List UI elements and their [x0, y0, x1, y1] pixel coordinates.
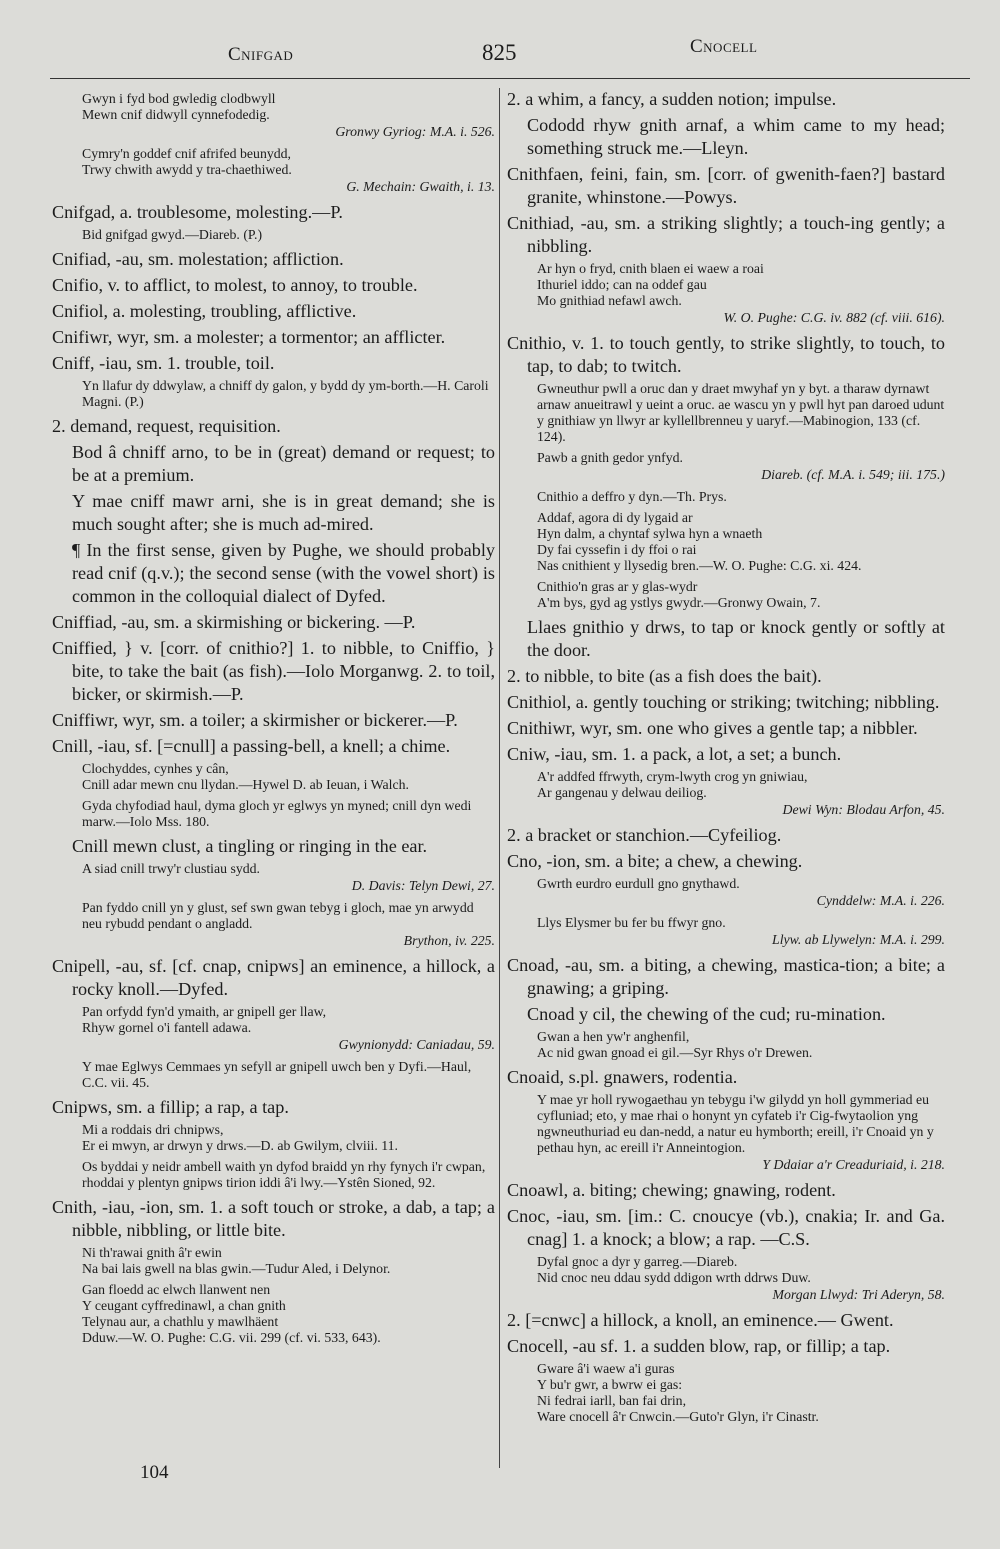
dictionary-src: Dewi Wyn: Blodau Arfon, 45.: [782, 802, 945, 817]
dictionary-entry: Cnifiad, -au, sm. molestation; affliction.: [52, 249, 344, 269]
dictionary-para: 2. to nibble, to bite (as a fish does the bait).: [507, 666, 822, 686]
dictionary-quote: Llys Elysmer bu fer bu ffwyr gno.: [537, 915, 726, 930]
dictionary-entry: Cniffiad, -au, sm. a skirmishing or bickering. —P.: [52, 612, 416, 632]
dictionary-quote: Gwan a hen yw'r anghenfil, Ac nid gwan gnoad ei gil.—Syr Rhys o'r Drewen.: [537, 1029, 813, 1060]
left-column: [52, 88, 495, 1351]
dictionary-entry: Cniffiwr, wyr, sm. a toiler; a skirmisher or bickerer.—P.: [52, 710, 458, 730]
column-divider: [499, 88, 500, 1468]
dictionary-entry: Cniffied, } v. [corr. of cnithio?] 1. to nibble, to Cniffio, } bite, to take the bait (as fish).—Iolo Morganwg. 2. to toil, bicker, or skirmish.—P.: [52, 638, 495, 704]
dictionary-quote: Cnithio a deffro y dyn.—Th. Prys.: [537, 489, 727, 504]
dictionary-quote: Gwrth eurdro eurdull gno gnythawd.: [537, 876, 740, 891]
dictionary-note: ¶ In the first sense, given by Pughe, we should probably read cnif (q.v.); the second sense (with the vowel short) is common in the colloquial dialect of Dyfed.: [72, 540, 495, 606]
dictionary-para: 2. a whim, a fancy, a sudden notion; impulse.: [507, 89, 837, 109]
dictionary-quote: Yn llafur dy ddwylaw, a chniff dy galon, y bydd dy ym-borth.—H. Caroli Magni. (P.): [82, 378, 489, 409]
dictionary-entry: Cnithiad, -au, sm. a striking slightly; a touch-ing gently; a nibbling.: [507, 213, 945, 256]
dictionary-para: 2. [=cnwc] a hillock, a knoll, an eminence.— Gwent.: [507, 1310, 894, 1330]
dictionary-entry: Cnithio, v. 1. to touch gently, to strike slightly, to touch, to tap, to dab; to twitch.: [507, 333, 945, 376]
page-number: 825: [482, 40, 517, 65]
dictionary-entry: Cnill, -iau, sf. [=cnull] a passing-bell, a knell; a chime.: [52, 736, 451, 756]
dictionary-src: G. Mechain: Gwaith, i. 13.: [346, 179, 495, 194]
dictionary-sense: Y mae cniff mawr arni, she is in great demand; she is much sought after; she is much ad-mired.: [72, 491, 495, 534]
dictionary-src: Morgan Llwyd: Tri Aderyn, 58.: [772, 1287, 945, 1302]
dictionary-src: Brython, iv. 225.: [403, 933, 495, 948]
dictionary-sense: Cododd rhyw gnith arnaf, a whim came to my head; something struck me.—Lleyn.: [527, 115, 945, 158]
dictionary-quote: Y mae yr holl rywogaethau yn tebygu i'w gilydd yn holl gymmeriad eu cyfluniad; eto, y mae rhai o honynt yn cyfateb i'r Cig-fwytaolion yng ngwneuthuriad eu dan-nedd, a natur eu hymborth; ereill, i'r Cnoaid yn y pethau hyn, ac ereill i'r Anneintogion.: [537, 1092, 934, 1155]
dictionary-para: 2. demand, request, requisition.: [52, 416, 281, 436]
dictionary-quote: Gwneuthur pwll a oruc dan y draet mwyhaf yn y byt. a tharaw dyrnawt arnaw anueitrawl y ueint a oruc. ae wascu yn y pwll hyt pan daroed udunt y gnithiaw yn llwyr ar kyllellbrenneu y uaryf.—Mabinogion, 133 (cf. 124).: [537, 381, 945, 444]
dictionary-quote: Pan orfydd fyn'd ymaith, ar gnipell ger llaw, Rhyw gornel o'i fantell adawa.: [82, 1004, 327, 1035]
dictionary-entry: Cnith, -iau, -ion, sm. 1. a soft touch or stroke, a dab, a tap; a nibble, nibbling, or little bite.: [52, 1197, 495, 1240]
dictionary-entry: Cniw, -iau, sm. 1. a pack, a lot, a set; a bunch.: [507, 744, 842, 764]
left-running-headword: Cnifgad: [228, 44, 294, 65]
dictionary-src: Gronwy Gyriog: M.A. i. 526.: [335, 124, 495, 139]
dictionary-entry: Cnoc, -iau, sm. [im.: C. cnoucye (vb.), cnakia; Ir. and Ga. cnag] 1. a knock; a blow; a rap. —C.S.: [507, 1206, 945, 1249]
dictionary-quote: Clochyddes, cynhes y cân, Cnill adar mewn cnu llydan.—Hywel D. ab Ieuan, i Walch.: [82, 761, 409, 792]
dictionary-quote: Cymry'n goddef cnif afrifed beunydd, Trwy chwith awydd y tra-chaethiwed.: [82, 146, 292, 177]
right-column: [507, 88, 945, 1430]
dictionary-entry: Cnifio, v. to afflict, to molest, to annoy, to trouble.: [52, 275, 418, 295]
dictionary-entry: Cnoawl, a. biting; chewing; gnawing, rodent.: [507, 1180, 836, 1200]
dictionary-quote: Pawb a gnith gedor ynfyd.: [537, 450, 683, 465]
dictionary-quote: Os byddai y neidr ambell waith yn dyfod braidd yn rhy fynych i'r cwpan, rhoddai y plentyn gnipws tirion iddi â'i lwy.—Ystên Sioned, 92.: [82, 1159, 486, 1190]
dictionary-entry: Cnifiwr, wyr, sm. a molester; a tormentor; an afflicter.: [52, 327, 446, 347]
dictionary-entry: Cnithfaen, feini, fain, sm. [corr. of gwenith-faen?] bastard granite, whinstone.—Powys.: [507, 164, 945, 207]
dictionary-quote: Dyfal gnoc a dyr y garreg.—Diareb. Nid cnoc neu ddau sydd ddigon wrth ddrws Duw.: [537, 1254, 811, 1285]
dictionary-para: 2. a bracket or stanchion.—Cyfeiliog.: [507, 825, 782, 845]
dictionary-entry: Cnipell, -au, sf. [cf. cnap, cnipws] an eminence, a hillock, a rocky knoll.—Dyfed.: [52, 956, 495, 999]
dictionary-quote: Addaf, agora di dy lygaid ar Hyn dalm, a chyntaf sylwa hyn a wnaeth Dy fai cyssefin i dy ffoi o rai Nas cnithient y llysedig bren.—W. O. Pughe: C.G. xi. 424.: [537, 510, 862, 573]
dictionary-quote: Gware â'i waew a'i guras Y bu'r gwr, a bwrw ei gas: Ni fedrai iarll, ban fai drin, Ware cnocell â'r Cnwcin.—Guto'r Glyn, i'r Cinastr.: [537, 1361, 819, 1424]
dictionary-quote: Ni th'rawai gnith â'r ewin Na bai lais gwell na blas gwin.—Tudur Aled, i Delynor.: [82, 1245, 391, 1276]
dictionary-entry: Cnithiol, a. gently touching or striking; twitching; nibbling.: [507, 692, 940, 712]
dictionary-sense: Llaes gnithio y drws, to tap or knock gently or softly at the door.: [527, 617, 945, 660]
signature-mark: 104: [140, 1462, 169, 1483]
dictionary-quote: Bid gnifgad gwyd.—Diareb. (P.): [82, 227, 263, 242]
dictionary-src: W. O. Pughe: C.G. iv. 882 (cf. viii. 616).: [723, 310, 945, 325]
dictionary-entry: Cnithiwr, wyr, sm. one who gives a gentle tap; a nibbler.: [507, 718, 918, 738]
dictionary-src: Llyw. ab Llywelyn: M.A. i. 299.: [772, 932, 945, 947]
dictionary-sense: Bod â chniff arno, to be in (great) demand or request; to be at a premium.: [72, 442, 495, 485]
dictionary-quote: Ar hyn o fryd, cnith blaen ei waew a roai Ithuriel iddo; can na oddef gau Mo gnithiad nefawl awch.: [537, 261, 764, 308]
dictionary-entry: Cnoaid, s.pl. gnawers, rodentia.: [507, 1067, 738, 1087]
page-header: [50, 30, 970, 79]
dictionary-quote: Y mae Eglwys Cemmaes yn sefyll ar gnipell uwch ben y Dyfi.—Haul, C.C. vii. 45.: [82, 1059, 472, 1090]
dictionary-entry: Cnocell, -au sf. 1. a sudden blow, rap, or fillip; a tap.: [507, 1336, 891, 1356]
dictionary-quote: Mi a roddais dri chnipws, Er ei mwyn, ar drwyn y drws.—D. ab Gwilym, clviii. 11.: [82, 1122, 399, 1153]
dictionary-src: Diareb. (cf. M.A. i. 549; iii. 175.): [761, 467, 945, 482]
dictionary-quote: Cnithio'n gras ar y glas-wydr A'm bys, gyd ag ystlys gwydr.—Gronwy Owain, 7.: [537, 579, 821, 610]
dictionary-src: Gwynionydd: Caniadau, 59.: [338, 1037, 495, 1052]
dictionary-src: Cynddelw: M.A. i. 226.: [816, 893, 945, 908]
dictionary-entry: Cnifiol, a. molesting, troubling, afflictive.: [52, 301, 357, 321]
dictionary-quote: Gwyn i fyd bod gwledig clodbwyll Mewn cnif didwyll cynnefodedig.: [82, 91, 276, 122]
dictionary-quote: Pan fyddo cnill yn y glust, sef swn gwan tebyg i gloch, mae yn arwydd neu rybudd pendant o angladd.: [82, 900, 474, 931]
dictionary-quote: Gyda chyfodiad haul, dyma gloch yr eglwys yn myned; cnill dyn wedi marw.—Iolo Mss. 180.: [82, 798, 472, 829]
dictionary-quote: A siad cnill trwy'r clustiau sydd.: [82, 861, 260, 876]
dictionary-quote: Gan floedd ac elwch llanwent nen Y ceugant cyffredinawl, a chan gnith Telynau aur, a chathlu y mawlhäent Dduw.—W. O. Pughe: C.G. vii. 299 (cf. vi. 533, 643).: [82, 1282, 381, 1345]
dictionary-sense: Cnill mewn clust, a tingling or ringing in the ear.: [72, 836, 428, 856]
dictionary-entry: Cnoad, -au, sm. a biting, a chewing, mastica-tion; a bite; a gnawing; a griping.: [507, 955, 945, 998]
dictionary-quote: A'r addfed ffrwyth, crym-lwyth crog yn gniwiau, Ar gangenau y delwau deiliog.: [537, 769, 808, 800]
dictionary-src: Y Ddaiar a'r Creaduriaid, i. 218.: [762, 1157, 945, 1172]
dictionary-entry: Cnifgad, a. troublesome, molesting.—P.: [52, 202, 343, 222]
dictionary-entry: Cnipws, sm. a fillip; a rap, a tap.: [52, 1097, 289, 1117]
right-running-headword: Cnocell: [690, 36, 758, 57]
dictionary-src: D. Davis: Telyn Dewi, 27.: [351, 878, 495, 893]
dictionary-sense: Cnoad y cil, the chewing of the cud; ru-mination.: [527, 1004, 886, 1024]
dictionary-entry: Cno, -ion, sm. a bite; a chew, a chewing.: [507, 851, 803, 871]
dictionary-entry: Cniff, -iau, sm. 1. trouble, toil.: [52, 353, 275, 373]
